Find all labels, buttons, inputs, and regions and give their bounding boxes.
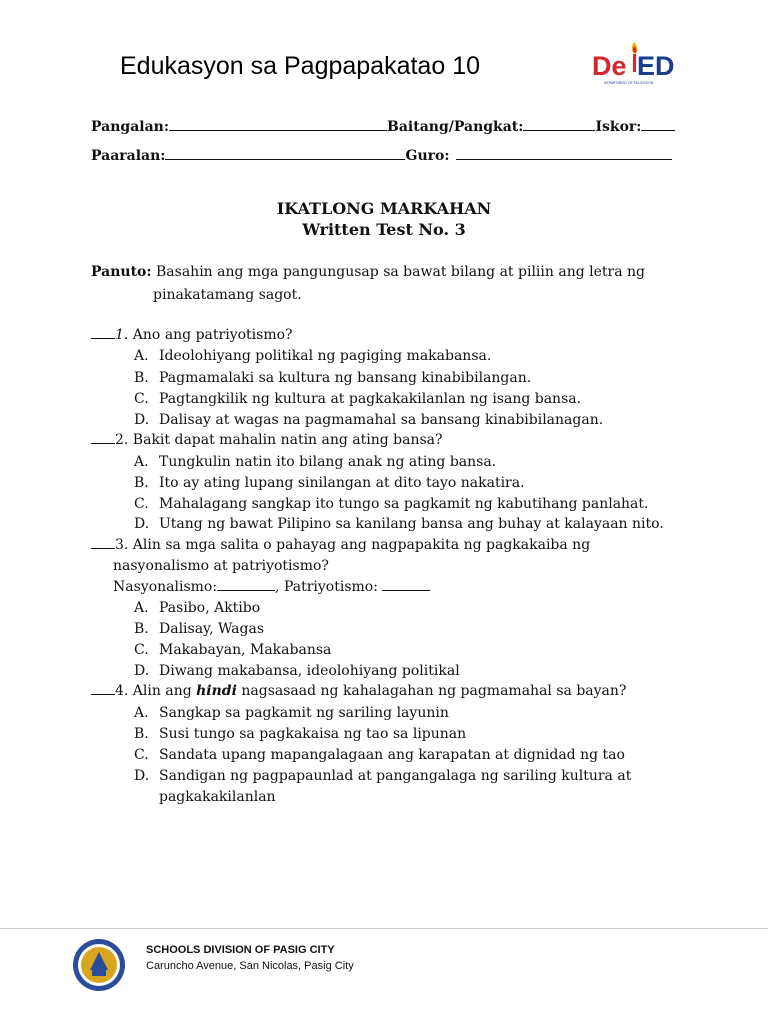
answer-blank-4[interactable]: [91, 683, 115, 695]
option-text: Utang ng bawat Pilipino sa kanilang bansa ang buhay at kalayaan nito.: [159, 516, 664, 532]
option-text: Dalisay at wagas na pagmamahal sa bansang kinabibilanagan.: [159, 412, 604, 428]
option-letter: B.: [134, 370, 149, 386]
option-text: Pagmamalaki sa kultura ng bansang kinabibilangan.: [159, 370, 532, 386]
option-letter: B.: [134, 621, 149, 637]
guro-label: Guro:: [405, 148, 450, 164]
question-3-text-line2: nasyonalismo at patriyotismo?: [113, 558, 329, 574]
option-4b: [134, 726, 466, 742]
option-3b: [134, 621, 264, 637]
option-2c: [134, 496, 648, 512]
option-text: Pasibo, Aktibo: [159, 600, 261, 616]
option-letter: C.: [134, 642, 149, 658]
option-letter: D.: [134, 516, 150, 532]
option-text: Sangkap sa pagkamit ng sariling layunin: [159, 705, 449, 721]
option-4c: [134, 747, 625, 763]
guro-blank[interactable]: [456, 147, 672, 160]
student-info-row: [91, 118, 675, 135]
option-text: Susi tungo sa pagkakaisa ng tao sa lipunan: [159, 726, 467, 742]
option-letter: D.: [134, 412, 150, 428]
instructions: [91, 264, 645, 280]
pangalan-blank[interactable]: [169, 118, 387, 131]
question-text-before: Alin ang: [128, 683, 197, 699]
patriyotismo-blank[interactable]: [382, 579, 430, 591]
question-number: 4.: [115, 683, 129, 699]
option-3d: [134, 663, 460, 679]
option-text: Pagtangkilik ng kultura at pagkakakilanlan ng isang bansa.: [159, 391, 582, 407]
document-subject-title: Edukasyon sa Pagpapakatao 10: [120, 52, 480, 80]
option-letter: C.: [134, 496, 149, 512]
option-letter: A.: [134, 454, 149, 470]
footer-division-name: SCHOOLS DIVISION OF PASIG CITY: [146, 944, 335, 956]
option-text: Makabayan, Makabansa: [159, 642, 332, 658]
division-seal-logo: [72, 938, 126, 992]
question-number: 2.: [115, 432, 129, 448]
option-3a: [134, 600, 260, 616]
option-letter: C.: [134, 747, 149, 763]
question-text: Ano ang patriyotismo?: [128, 327, 293, 343]
question-text: Alin sa mga salita o pahayag ang nagpapakita ng pagkakaiba ng: [128, 537, 591, 553]
option-letter: B.: [134, 475, 149, 491]
footer-address: Caruncho Avenue, San Nicolas, Pasig City: [146, 960, 354, 972]
option-letter: D.: [134, 768, 150, 784]
baitang-label: Baitang/Pangkat:: [387, 119, 524, 135]
option-4d-line2: pagkakakilanlan: [159, 789, 276, 805]
option-2a: [134, 454, 496, 470]
pangalan-label: Pangalan:: [91, 119, 169, 135]
footer-divider: [0, 928, 768, 929]
answer-blank-3[interactable]: [91, 537, 115, 549]
question-2: [91, 432, 443, 448]
option-1b: [134, 370, 531, 386]
instructions-text-line1: Basahin ang mga pangungusap sa bawat bilang at piliin ang letra ng: [156, 264, 645, 280]
option-letter: A.: [134, 600, 149, 616]
question-text: Bakit dapat mahalin natin ang ating bansa?: [128, 432, 443, 448]
question-3-comparison: [113, 579, 430, 595]
option-4a: [134, 705, 449, 721]
option-letter: A.: [134, 348, 149, 364]
instructions-label: Panuto:: [91, 264, 152, 280]
nasyonalismo-blank[interactable]: [217, 579, 275, 591]
question-number: 3.: [115, 537, 129, 553]
option-letter: C.: [134, 391, 149, 407]
question-text-after: nagsasaad ng kahalagahan ng pagmamahal sa bayan?: [236, 683, 627, 699]
option-1c: [134, 391, 581, 407]
paaralan-blank[interactable]: [165, 147, 405, 160]
svg-text:DEPARTMENT OF EDUCATION: DEPARTMENT OF EDUCATION: [604, 81, 654, 85]
option-2d: [134, 516, 664, 532]
baitang-blank[interactable]: [523, 118, 595, 131]
quarter-title: IKATLONG MARKAHAN: [276, 199, 492, 218]
option-text: Tungkulin natin ito bilang anak ng ating bansa.: [159, 454, 497, 470]
deped-logo: [590, 40, 690, 90]
patriyotismo-label: , Patriyotismo:: [275, 579, 383, 595]
option-letter: A.: [134, 705, 149, 721]
question-1: [91, 327, 293, 343]
nasyonalismo-label: Nasyonalismo:: [113, 579, 218, 595]
option-text: Mahalagang sangkap ito tungo sa pagkamit ng kabutihang panlahat.: [159, 496, 649, 512]
option-letter: B.: [134, 726, 149, 742]
question-3: [91, 537, 590, 553]
option-text: Sandata upang mapangalagaan ang karapatan at dignidad ng tao: [159, 747, 625, 763]
option-text: Ideolohiyang politikal ng pagiging makabansa.: [159, 348, 492, 364]
question-4: [91, 683, 626, 699]
instructions-text-line2: pinakatamang sagot.: [153, 287, 302, 303]
school-info-row: [91, 147, 672, 164]
paaralan-label: Paaralan:: [91, 148, 166, 164]
option-text: Dalisay, Wagas: [159, 621, 265, 637]
option-text: Ito ay ating lupang sinilangan at dito tayo nakatira.: [159, 475, 525, 491]
svg-text:De: De: [592, 51, 627, 81]
option-text: Sandigan ng pagpapaunlad at pangangalaga ng sariling kultura at: [159, 768, 632, 784]
option-letter: D.: [134, 663, 150, 679]
option-1d: [134, 412, 603, 428]
option-4d: [134, 768, 631, 784]
iskor-blank[interactable]: [641, 118, 675, 131]
iskor-label: Iskor:: [595, 119, 642, 135]
test-title: Written Test No. 3: [302, 220, 466, 239]
question-number: 1.: [115, 327, 129, 343]
svg-text:ED: ED: [637, 51, 675, 81]
option-2b: [134, 475, 525, 491]
option-3c: [134, 642, 331, 658]
question-emphasis: hindi: [196, 683, 237, 699]
answer-blank-2[interactable]: [91, 432, 115, 444]
option-1a: [134, 348, 491, 364]
answer-blank-1[interactable]: [91, 327, 115, 339]
option-text: Diwang makabansa, ideolohiyang politikal: [159, 663, 460, 679]
